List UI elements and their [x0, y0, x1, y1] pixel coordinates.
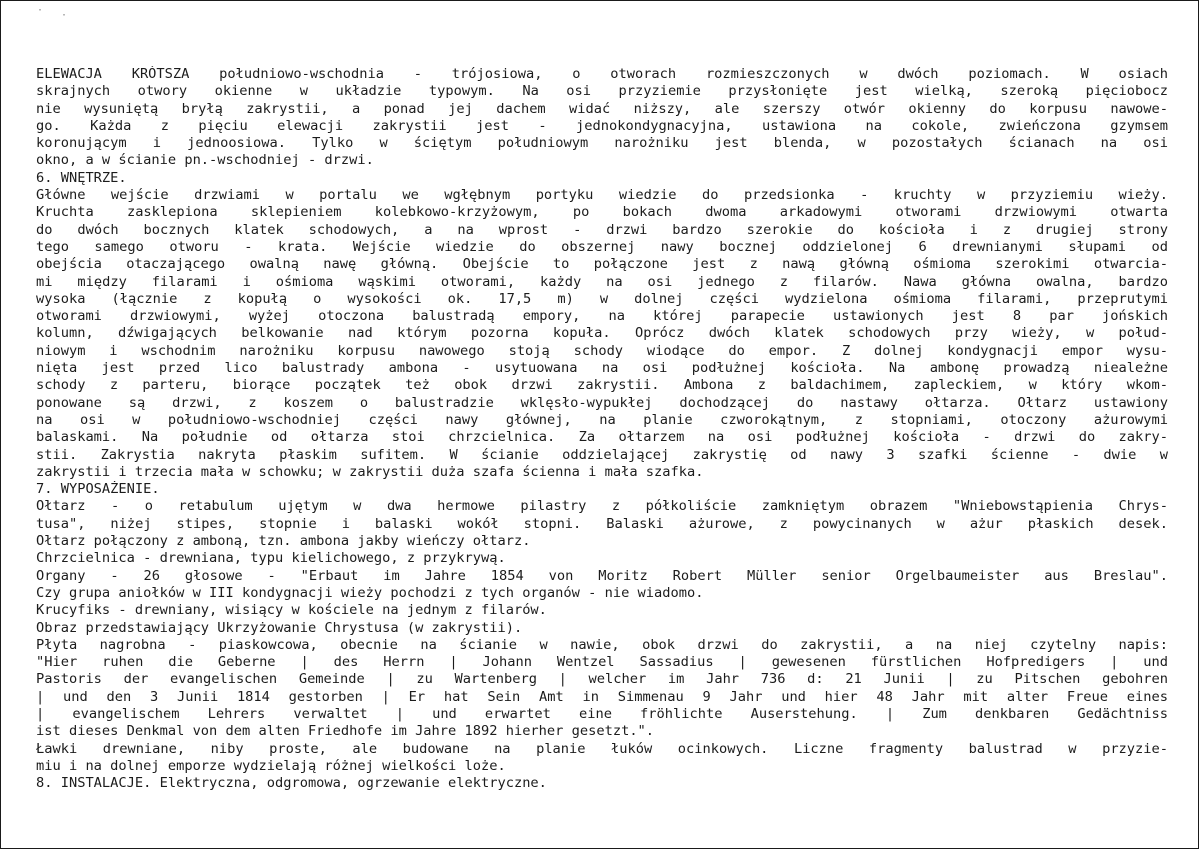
text-line: 6. WNĘTRZE.	[36, 169, 127, 186]
text-line: Krucyfiks - drewniany, wisiący w kościele na jednym z filarów.	[36, 602, 547, 619]
text-line: zakrystii i trzecia mała w schowku; w zakrystii duża szafa ścienna i mała szafka.	[36, 463, 704, 480]
text-line: obejścia otaczającego owalną nawę główną. Obejście to połączone jest z nawą główną ośmioma szerokimi otwarcia-	[36, 256, 1168, 273]
text-line: Pastoris der evangelischen Gemeinde | zu Wartenberg | welcher im Jahr 736 d: 21 Junii | zu Pitschen gebohren	[36, 671, 1168, 688]
text-line: niowym i wschodnim narożniku korpusu nawowego stoją schody wiodące do empor. Z dolnej kondygnacji empor wysu-	[36, 342, 1168, 359]
text-line: nięta jest przed lico balustrady ambona - usytuowana na osi podłużnej kościoła. Na ambonę prowadzą nieależne	[36, 360, 1168, 377]
text-line: okno, a w ścianie pn.-wschodniej - drzwi.	[36, 152, 374, 169]
text-line: otworami drzwiowymi, wyżej otoczona balustradą empory, na której parapecie ustawionych jest 8 par jońskich	[36, 308, 1168, 325]
text-line: ist dieses Denkmal von dem alten Friedhofe im Jahre 1892 hierher gesetzt.".	[36, 723, 655, 740]
text-line: Ołtarz - o retabulum ujętym w dwa hermowe pilastry z półkoliście zamkniętym obrazem "Wniebowstąpienia Chrys-	[36, 498, 1168, 515]
text-line: Kruchta zasklepiona sklepieniem kolebkowo-krzyżowym, po bokach dwoma arkadowymi otworami drzwiowymi otwarta	[36, 204, 1168, 221]
document-body	[36, 66, 1168, 792]
text-line: do dwóch bocznych klatek schodowych, a na wprost - drzwi bardzo szerokie do kościoła i z drugiej strony	[36, 221, 1168, 238]
text-line: tusa", niżej stipes, stopnie i balaski wokół stopni. Balaski ażurowe, z powycinanych w ażur płaskich desek.	[36, 515, 1168, 532]
text-line: go. Każda z pięciu elewacji zakrystii jest - jednokondygnacyjna, ustawiona na cokole, zwieńczona gzymsem	[36, 117, 1168, 134]
text-line: Organy - 26 głosowe - "Erbaut im Jahre 1854 von Moritz Robert Müller senior Orgelbaumeister aus Breslau".	[36, 567, 1168, 584]
text-line: Czy grupa aniołków w III kondygnacji wieży pochodzi z tych organów - nie wiadomo.	[36, 584, 704, 601]
text-line: mi między filarami i ośmioma wąskimi otworami, każdy na osi jednego z filarów. Nawa główna owalna, bardzo	[36, 273, 1168, 290]
text-line: skrajnych otwory okienne w układzie typowym. Na osi przyziemie przysłonięte jest wielką, szeroką pięciobocz	[36, 83, 1168, 100]
text-line: Ołtarz połączony z amboną, tzn. ambona jakby wieńczy ołtarz.	[36, 533, 531, 550]
text-line: Główne wejście drzwiami w portalu we wgłębnym portyku wiedzie do przedsionka - kruchty w przyziemiu wieży.	[36, 187, 1168, 204]
text-line: ELEWACJA KRÓTSZA południowo-wschodnia - trójosiowa, o otworach rozmieszczonych w dwóch poziomach. W osiach	[36, 66, 1168, 82]
text-line: wysoka (łącznie z kopułą o wysokości ok. 17,5 m) w dolnej części wydzielona ośmioma filarami, przeprutymi	[36, 290, 1168, 307]
text-line: kolumn, dźwigających belkowanie nad którym pozorna kopuła. Oprócz dwóch klatek schodowych przy wieży, w połud-	[36, 325, 1168, 342]
text-line: stii. Zakrystia nakryta płaskim sufitem. W ścianie oddzielającej zakrystię od nawy 3 szafki ścienne - dwie w	[36, 446, 1168, 463]
text-line: Płyta nagrobna - piaskowcowa, obecnie na ścianie w nawie, obok drzwi do zakrystii, a na niej czytelny napis:	[36, 636, 1168, 653]
scan-speck: ·	[61, 10, 68, 21]
text-line: koronującym i jednoosiowa. Tylko w ściętym południowym narożniku jest blenda, w pozostałych ścianach na osi	[36, 135, 1168, 152]
text-line: miu i na dolnej emporze wydzielają różnej wielkości loże.	[36, 757, 506, 774]
text-line: balaskami. Na południe od ołtarza stoi chrzcielnica. Za ołtarzem na osi podłużnej kościoła - drzwi do zakry-	[36, 429, 1168, 446]
text-line: nie wysuniętą bryłą zakrystii, a ponad jej dachem widać niższy, ale szerszy otwór okienny do korpusu nawowe-	[36, 100, 1168, 117]
text-line: tego samego otworu - krata. Wejście wiedzie do obszernej nawy bocznej oddzielonej 6 drewnianymi słupami od	[36, 238, 1168, 255]
text-line: ponowane są drzwi, z koszem o balustradzie wklęsło-wypukłej dochodzącej do nastawy ołtarza. Ołtarz ustawiony	[36, 394, 1168, 411]
text-line: "Hier ruhen die Geberne | des Herrn | Johann Wentzel Sassadius | gewesenen fürstlichen Hofpredigers | und	[36, 654, 1168, 671]
text-line: 8. INSTALACJE. Elektryczna, odgromowa, ogrzewanie elektryczne.	[36, 775, 547, 792]
text-line: na osi w południowo-wschodniej części nawy głównej, na planie czworokątnym, z stopniami, otoczony ażurowymi	[36, 411, 1168, 428]
text-line: Chrzcielnica - drewniana, typu kielichowego, z przykrywą.	[36, 550, 506, 567]
text-line: | und den 3 Junii 1814 gestorben | Er hat Sein Amt in Simmenau 9 Jahr und hier 48 Jahr mit alter Freue eines	[36, 688, 1168, 705]
text-line: schody z parteru, biorące początek też obok drzwi zakrystii. Ambona z baldachimem, zapleckiem, w który wkom-	[36, 377, 1168, 394]
text-line: | evangelischem Lehrers verwaltet | und erwartet eine fröhlichte Auserstehung. | Zum denkbaren Gedächtniss	[36, 705, 1168, 722]
text-line: 7. WYPOSAŻENIE.	[36, 481, 160, 498]
text-line: Obraz przedstawiający Ukrzyżowanie Chrystusa (w zakrystii).	[36, 619, 523, 636]
text-line: Ławki drewniane, niby proste, ale budowane na planie łuków ocinkowych. Liczne fragmenty balustrad w przyzie-	[36, 740, 1168, 757]
scan-speck: ·	[37, 5, 44, 16]
